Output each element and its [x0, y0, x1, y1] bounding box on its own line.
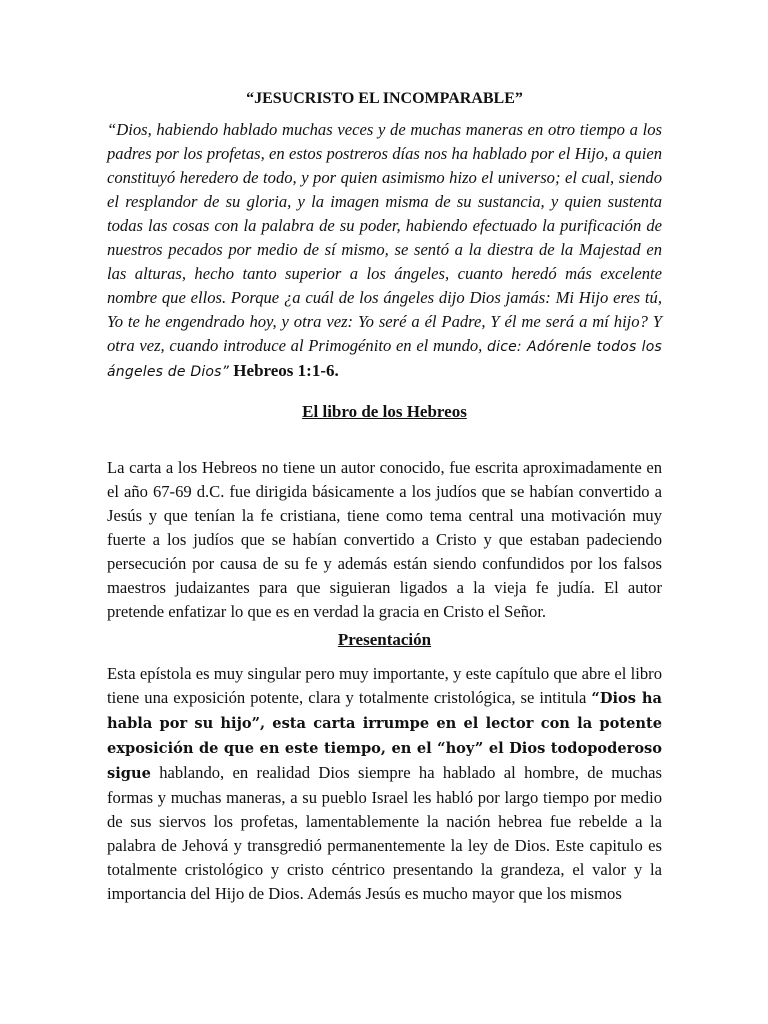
- document-title: “JESUCRISTO EL INCOMPARABLE”: [246, 90, 523, 107]
- quote-tail: dice: Adórenle todos los ángeles de Dios”: [107, 339, 663, 380]
- presentacion-bold: “Dios ha habla por su hijo”, esta carta irrumpe en el lector con la potente exposición de que en este tiempo, en el “hoy” el Dios todopoderoso sigue: [107, 690, 663, 782]
- section-heading-presentacion: Presentación: [337, 630, 432, 649]
- document-page: [107, 88, 662, 906]
- quote-reference: Hebreos 1:1-6.: [233, 361, 339, 380]
- presentacion-rest: hablando, en realidad Dios siempre ha hablado al hombre, de muchas formas y muchas maneras, a su pueblo Israel les habló por largo tiempo por medio de sus siervos los profetas, lamentablemente la nación hebrea fue rebelde a la palabra de Jehová y transgredió permanentemente la ley de Dios. Este capitulo es totalmente cristológico y cristo céntrico presentando la grandeza, el valor y la importancia del Hijo de Dios. Además Jesús es mucho mayor que los mismos: [107, 763, 662, 903]
- section-paragraph-hebreos: La carta a los Hebreos no tiene un autor conocido, fue escrita aproximadamente en el año 67-69 d.C. fue dirigida básicamente a los judíos que se habían convertido a Jesús y que tenían la fe cristiana, tiene como tema central una motivación muy fuerte a los judíos que se habían convertido a Cristo y que estaban padeciendo persecución por causa de su fe y además están siendo confundidos por los falsos maestros judaizantes para que siguieran ligados a la vieja fe judía. El autor pretende enfatizar lo que es en verdad la gracia en Cristo el Señor.: [107, 458, 662, 621]
- presentacion-intro: Esta epístola es muy singular pero muy importante, y este capítulo que abre el libro tiene una exposición potente, clara y totalmente cristológica, se intitula: [107, 664, 662, 707]
- quote-text: “Dios, habiendo hablado muchas veces y de muchas maneras en otro tiempo a los padres por los profetas, en estos postreros días nos ha hablado por el Hijo, a quien constituyó heredero de todo, y por quien asimismo hizo el universo; el cual, siendo el resplandor de su gloria, y la imagen misma de su sustancia, y quien sustenta todas las cosas con la palabra de su poder, habiendo efectuado la purificación de nuestros pecados por medio de sí mismo, se sentó a la diestra de la Majestad en las alturas, hecho tanto superior a los ángeles, cuanto heredó más excelente nombre que ellos. Porque ¿a cuál de los ángeles dijo Dios jamás: Mi Hijo eres tú, Yo te he engendrado hoy, y otra vez: Yo seré a él Padre, Y él me será a mí hijo? Y otra vez, cuando introduce al Primogénito en el mundo,: [107, 120, 662, 355]
- section-paragraph-presentacion: [107, 662, 662, 906]
- scripture-quote: [107, 118, 662, 384]
- section-heading-hebreos: El libro de los Hebreos: [302, 402, 467, 421]
